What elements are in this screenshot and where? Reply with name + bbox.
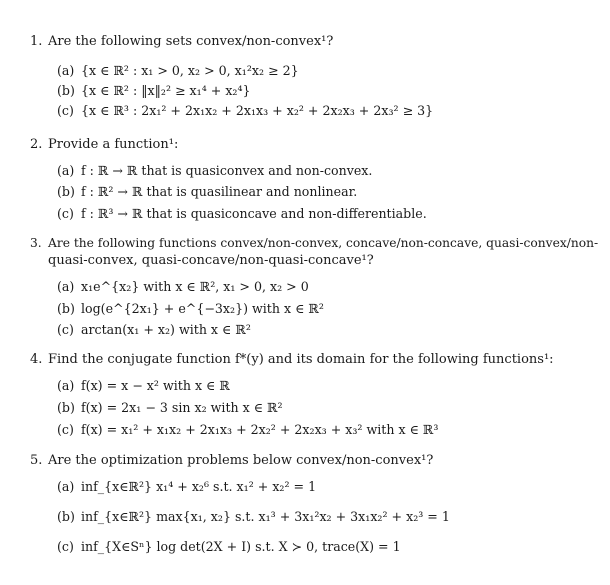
question-4	[30, 351, 554, 368]
question-text: Provide a function¹:	[48, 137, 179, 152]
part-label: (c)	[57, 539, 74, 554]
part-label: (a)	[57, 378, 75, 393]
question-number: 5.	[30, 453, 43, 468]
part-label: (a)	[57, 479, 75, 494]
part-text: {x ∈ ℝ² : ‖x‖₂² ≥ x₁⁴ + x₂⁴}	[81, 83, 251, 98]
question-2-part-c	[57, 205, 427, 222]
part-text: f(x) = x − x² with x ∈ ℝ	[81, 378, 230, 393]
part-label: (c)	[57, 206, 74, 221]
part-text: inf_{x∈ℝ²} max{x₁, x₂} s.t. x₁³ + 3x₁²x₂ + 3x₁x₂² + x₂³ = 1	[81, 509, 450, 524]
part-text: f : ℝ³ → ℝ that is quasiconcave and non-differentiable.	[81, 206, 427, 221]
part-label: (a)	[57, 63, 75, 78]
part-label: (b)	[57, 400, 75, 415]
part-text: inf_{x∈ℝ²} x₁⁴ + x₂⁶ s.t. x₁² + x₂² = 1	[81, 479, 317, 494]
question-5	[30, 452, 433, 469]
part-label: (c)	[57, 322, 74, 337]
question-text: Are the optimization problems below convex/non-convex¹?	[48, 453, 434, 468]
part-label: (b)	[57, 509, 75, 524]
part-label: (b)	[57, 301, 75, 316]
question-3-part-c	[57, 321, 251, 338]
part-text: log(e^{2x₁} + e^{−3x₂}) with x ∈ ℝ²	[81, 301, 324, 316]
part-text: arctan(x₁ + x₂) with x ∈ ℝ²	[81, 322, 251, 337]
question-3-continued	[30, 252, 374, 269]
question-3	[30, 235, 598, 252]
question-number: 2.	[30, 137, 43, 152]
question-2-part-a	[57, 162, 372, 179]
question-text: Are the following sets convex/non-convex¹?	[48, 34, 334, 49]
question-3-part-a	[57, 278, 309, 295]
question-5-part-b	[57, 508, 450, 525]
question-5-part-a	[57, 478, 316, 495]
part-label: (b)	[57, 83, 75, 98]
part-label: (a)	[57, 279, 75, 294]
part-text: f : ℝ² → ℝ that is quasilinear and nonlinear.	[81, 184, 358, 199]
question-4-part-b	[57, 399, 283, 416]
question-number: 4.	[30, 352, 43, 367]
question-1-part-a	[57, 62, 299, 79]
part-text: x₁e^{x₂} with x ∈ ℝ², x₁ > 0, x₂ > 0	[81, 279, 309, 294]
part-label: (c)	[57, 103, 74, 118]
part-text: {x ∈ ℝ³ : 2x₁² + 2x₁x₂ + 2x₁x₃ + x₂² + 2x₂x₃ + 2x₃² ≥ 3}	[81, 103, 434, 118]
question-text-line-2: quasi-convex, quasi-concave/non-quasi-concave¹?	[48, 253, 374, 268]
question-1-part-b	[57, 82, 251, 99]
part-text: inf_{X∈Sⁿ} log det(2X + I) s.t. X ≻ 0, trace(X) = 1	[81, 539, 401, 554]
question-4-part-c	[57, 421, 438, 438]
question-2-part-b	[57, 183, 357, 200]
part-label: (a)	[57, 163, 75, 178]
question-1	[30, 33, 333, 50]
question-text: Find the conjugate function f*(y) and its domain for the following functions¹:	[48, 352, 554, 367]
question-number: 1.	[30, 34, 43, 49]
question-1-part-c	[57, 102, 433, 119]
part-text: {x ∈ ℝ² : x₁ > 0, x₂ > 0, x₁²x₂ ≥ 2}	[81, 63, 299, 78]
question-text-line-1: Are the following functions convex/non-convex, concave/non-concave, quasi-convex/non-	[48, 236, 599, 250]
part-text: f : ℝ → ℝ that is quasiconvex and non-convex.	[81, 163, 373, 178]
question-5-part-c	[57, 538, 401, 555]
part-label: (c)	[57, 422, 74, 437]
question-3-part-b	[57, 300, 324, 317]
question-number: 3.	[30, 236, 42, 250]
part-text: f(x) = 2x₁ − 3 sin x₂ with x ∈ ℝ²	[81, 400, 283, 415]
question-4-part-a	[57, 377, 230, 394]
part-label: (b)	[57, 184, 75, 199]
part-text: f(x) = x₁² + x₁x₂ + 2x₁x₃ + 2x₂² + 2x₂x₃ + x₃² with x ∈ ℝ³	[81, 422, 439, 437]
question-2	[30, 136, 178, 153]
